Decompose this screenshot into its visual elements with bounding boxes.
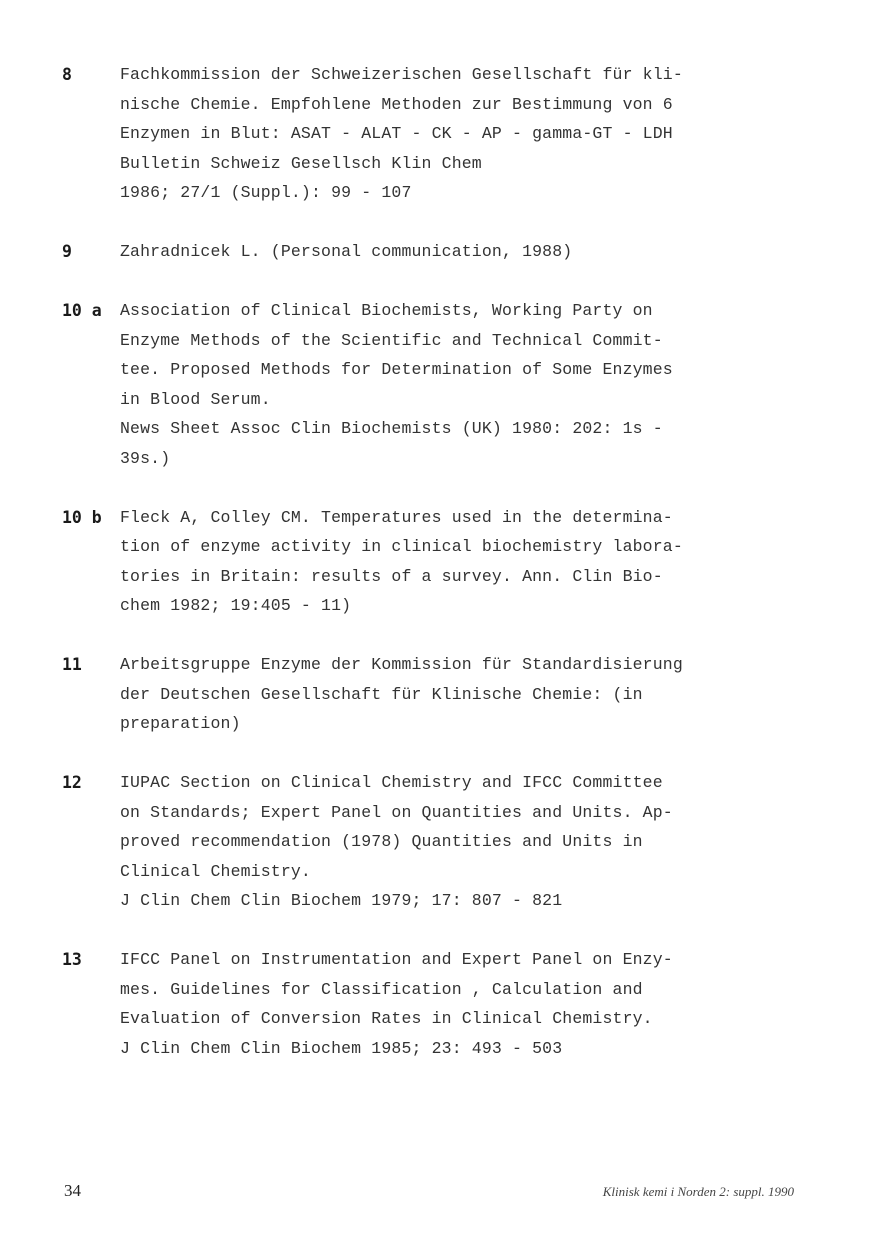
reference-item	[62, 237, 822, 267]
reference-number: 12	[62, 773, 82, 792]
reference-text	[120, 296, 822, 473]
reference-line: Bulletin Schweiz Gesellsch Klin Chem	[120, 153, 482, 173]
reference-text	[120, 60, 822, 208]
reference-item	[62, 503, 822, 621]
reference-item	[62, 60, 822, 208]
reference-line: IFCC Panel on Instrumentation and Expert Panel on Enzy-	[120, 950, 673, 969]
reference-line: Association of Clinical Biochemists, Working Party on	[120, 301, 653, 320]
reference-text	[120, 237, 822, 267]
reference-line: in Blood Serum.	[120, 389, 271, 409]
reference-text	[120, 768, 822, 916]
reference-item	[62, 650, 822, 739]
reference-number: 11	[62, 655, 82, 674]
reference-line: Clinical Chemistry.	[120, 861, 311, 881]
reference-line: Arbeitsgruppe Enzyme der Kommission für Standardisierung	[120, 655, 683, 674]
reference-line: mes. Guidelines for Classification , Calculation and	[120, 979, 643, 999]
reference-number: 8	[62, 65, 72, 84]
reference-line: Fachkommission der Schweizerischen Gesellschaft für kli-	[120, 65, 683, 84]
journal-citation: Klinisk kemi i Norden 2: suppl. 1990	[602, 1184, 794, 1199]
reference-number: 9	[62, 242, 72, 261]
reference-text	[120, 650, 822, 739]
reference-line: der Deutschen Gesellschaft für Klinische Chemie: (in	[120, 684, 643, 704]
reference-line: IUPAC Section on Clinical Chemistry and IFCC Committee	[120, 773, 663, 792]
reference-number: 10 b	[62, 507, 102, 527]
reference-text	[120, 945, 822, 1063]
reference-line: J Clin Chem Clin Biochem 1985; 23: 493 - 503	[120, 1038, 563, 1058]
reference-list	[62, 60, 822, 1093]
page-footer	[64, 1181, 794, 1201]
reference-line: tories in Britain: results of a survey. Ann. Clin Bio-	[120, 566, 663, 586]
reference-line: chem 1982; 19:405 - 11)	[120, 596, 352, 615]
reference-line: Evaluation of Conversion Rates in Clinical Chemistry.	[120, 1009, 653, 1028]
reference-number: 10 a	[62, 301, 102, 320]
reference-line: nische Chemie. Empfohlene Methoden zur Bestimmung von 6	[120, 94, 673, 114]
reference-number: 13	[62, 950, 82, 969]
reference-item	[62, 945, 822, 1063]
reference-line: preparation)	[120, 714, 241, 733]
reference-line: Enzyme Methods of the Scientific and Technical Commit-	[120, 330, 663, 350]
page-number: 34	[64, 1181, 81, 1200]
reference-line: Zahradnicek L. (Personal communication, 1988)	[120, 242, 573, 261]
reference-line: J Clin Chem Clin Biochem 1979; 17: 807 - 821	[120, 891, 563, 910]
reference-line: 39s.)	[120, 448, 171, 468]
reference-line: Enzymen in Blut: ASAT - ALAT - CK - AP - gamma-GT - LDH	[120, 124, 673, 143]
reference-line: 1986; 27/1 (Suppl.): 99 - 107	[120, 183, 412, 202]
reference-line: News Sheet Assoc Clin Biochemists (UK) 1980: 202: 1s -	[120, 419, 663, 438]
reference-line: tee. Proposed Methods for Determination of Some Enzymes	[120, 360, 673, 379]
reference-item	[62, 768, 822, 916]
reference-line: on Standards; Expert Panel on Quantities and Units. Ap-	[120, 802, 673, 822]
reference-line: Fleck A, Colley CM. Temperatures used in the determina-	[120, 507, 673, 527]
reference-text	[120, 503, 822, 621]
reference-item	[62, 296, 822, 473]
reference-line: tion of enzyme activity in clinical biochemistry labora-	[120, 537, 683, 556]
reference-line: proved recommendation (1978) Quantities and Units in	[120, 832, 643, 851]
